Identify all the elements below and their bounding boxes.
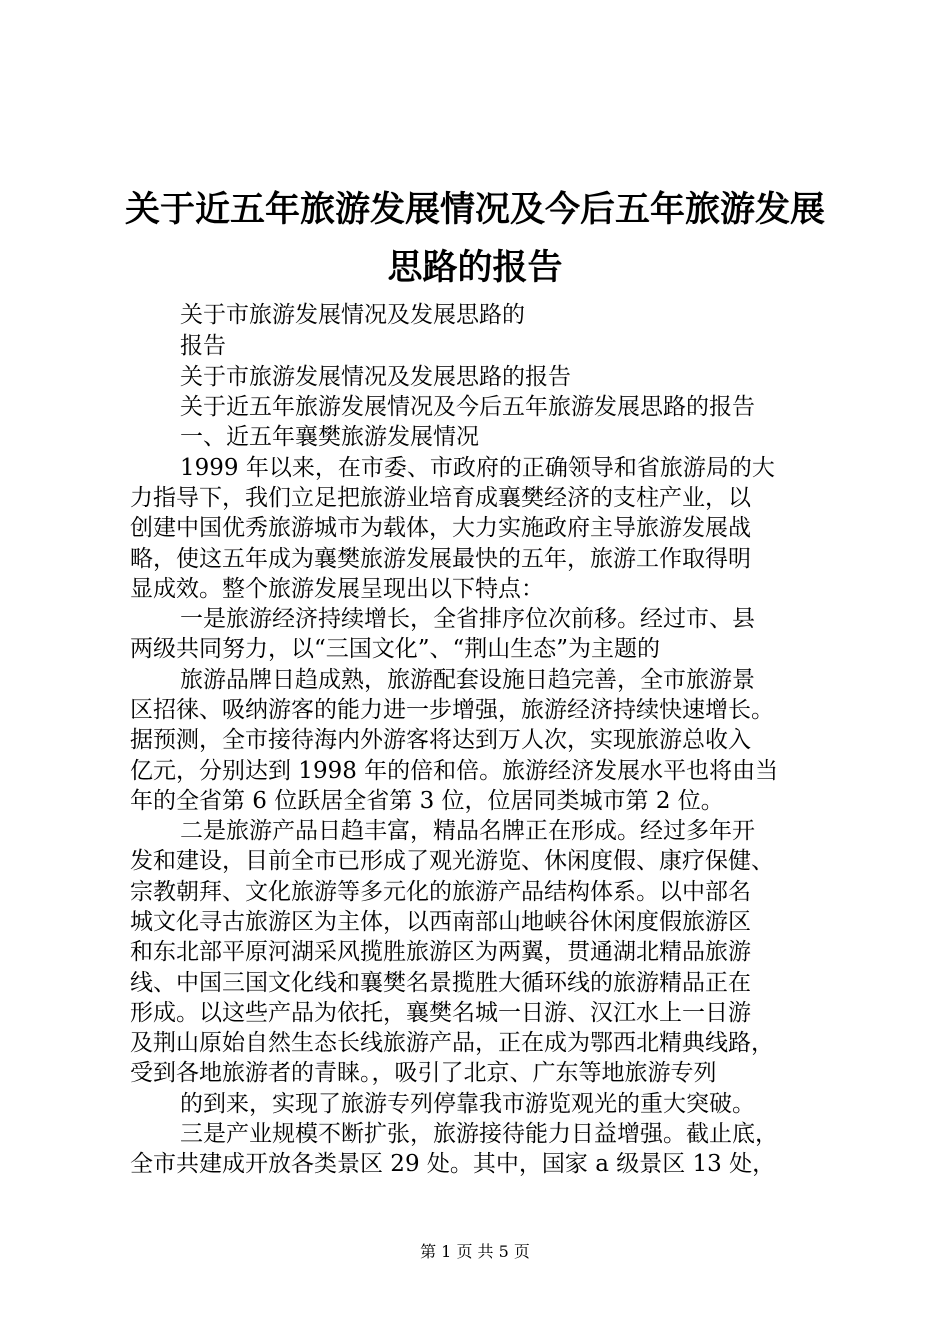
body-line: 略，使这五年成为襄樊旅游发展最快的五年，旅游工作取得明 xyxy=(130,546,751,572)
body-line: 据预测，全市接待海内外游客将达到万人次，实现旅游总收入 xyxy=(130,727,751,753)
body-line: 创建中国优秀旅游城市为载体，大力实施政府主导旅游发展战 xyxy=(130,515,751,541)
body-line: 和东北部平原河湖采风揽胜旅游区为两翼，贯通湖北精品旅游 xyxy=(130,939,751,965)
body-line: 形成。以这些产品为依托，襄樊名城一日游、汉江水上一日游 xyxy=(130,1000,751,1026)
body-line: 三是产业规模不断扩张，旅游接待能力日益增强。截止底， xyxy=(180,1121,778,1147)
body-line: 年的全省第 6 位跃居全省第 3 位，位居同类城市第 2 位。 xyxy=(130,788,724,814)
body-line: 线、中国三国文化线和襄樊名景揽胜大循环线的旅游精品正在 xyxy=(130,970,751,996)
body-line: 一、近五年襄樊旅游发展情况 xyxy=(180,424,479,450)
body-line: 关于市旅游发展情况及发展思路的报告 xyxy=(180,364,571,390)
body-line: 两级共同努力，以“三国文化”、“荆山生态”为主题的 xyxy=(130,636,661,662)
body-line: 1999 年以来，在市委、市政府的正确领导和省旅游局的大 xyxy=(180,455,775,481)
body-line: 的到来，实现了旅游专列停靠我市游览观光的重大突破。 xyxy=(180,1091,755,1117)
body-line: 二是旅游产品日趋丰富，精品名牌正在形成。经过多年开 xyxy=(180,818,755,844)
body-line: 发和建设，目前全市已形成了观光游览、休闲度假、康疗保健、 xyxy=(130,848,774,874)
body-line: 城文化寻古旅游区为主体，以西南部山地峡谷休闲度假旅游区 xyxy=(130,909,751,935)
body-line: 宗教朝拜、文化旅游等多元化的旅游产品结构体系。以中部名 xyxy=(130,879,751,905)
document-title-line-2: 思路的报告 xyxy=(387,248,563,288)
body-line: 力指导下，我们立足把旅游业培育成襄樊经济的支柱产业，以 xyxy=(130,485,751,511)
body-line: 受到各地旅游者的青睐。，吸引了北京、广东等地旅游专列 xyxy=(130,1060,717,1086)
body-line: 旅游品牌日趋成熟，旅游配套设施日趋完善，全市旅游景 xyxy=(180,667,755,693)
document-title-line-1: 关于近五年旅游发展情况及今后五年旅游发展 xyxy=(124,190,825,230)
body-line: 亿元，分别达到 1998 年的倍和倍。旅游经济发展水平也将由当 xyxy=(130,758,779,784)
page-footer: 第 1 页 共 5 页 xyxy=(420,1242,530,1261)
body-line: 显成效。整个旅游发展呈现出以下特点： xyxy=(130,576,544,602)
body-line: 全市共建成开放各类景区 29 处。其中，国家 a 级景区 13 处， xyxy=(130,1151,776,1177)
body-line: 区招徕、吸纳游客的能力进一步增强，旅游经济持续快速增长。 xyxy=(130,697,774,723)
body-line: 及荆山原始自然生态长线旅游产品，正在成为鄂西北精典线路， xyxy=(130,1030,774,1056)
body-line: 一是旅游经济持续增长，全省排序位次前移。经过市、县 xyxy=(180,606,755,632)
body-line: 报告 xyxy=(180,333,226,359)
body-line: 关于市旅游发展情况及发展思路的 xyxy=(180,302,525,328)
body-line: 关于近五年旅游发展情况及今后五年旅游发展思路的报告 xyxy=(180,394,755,420)
